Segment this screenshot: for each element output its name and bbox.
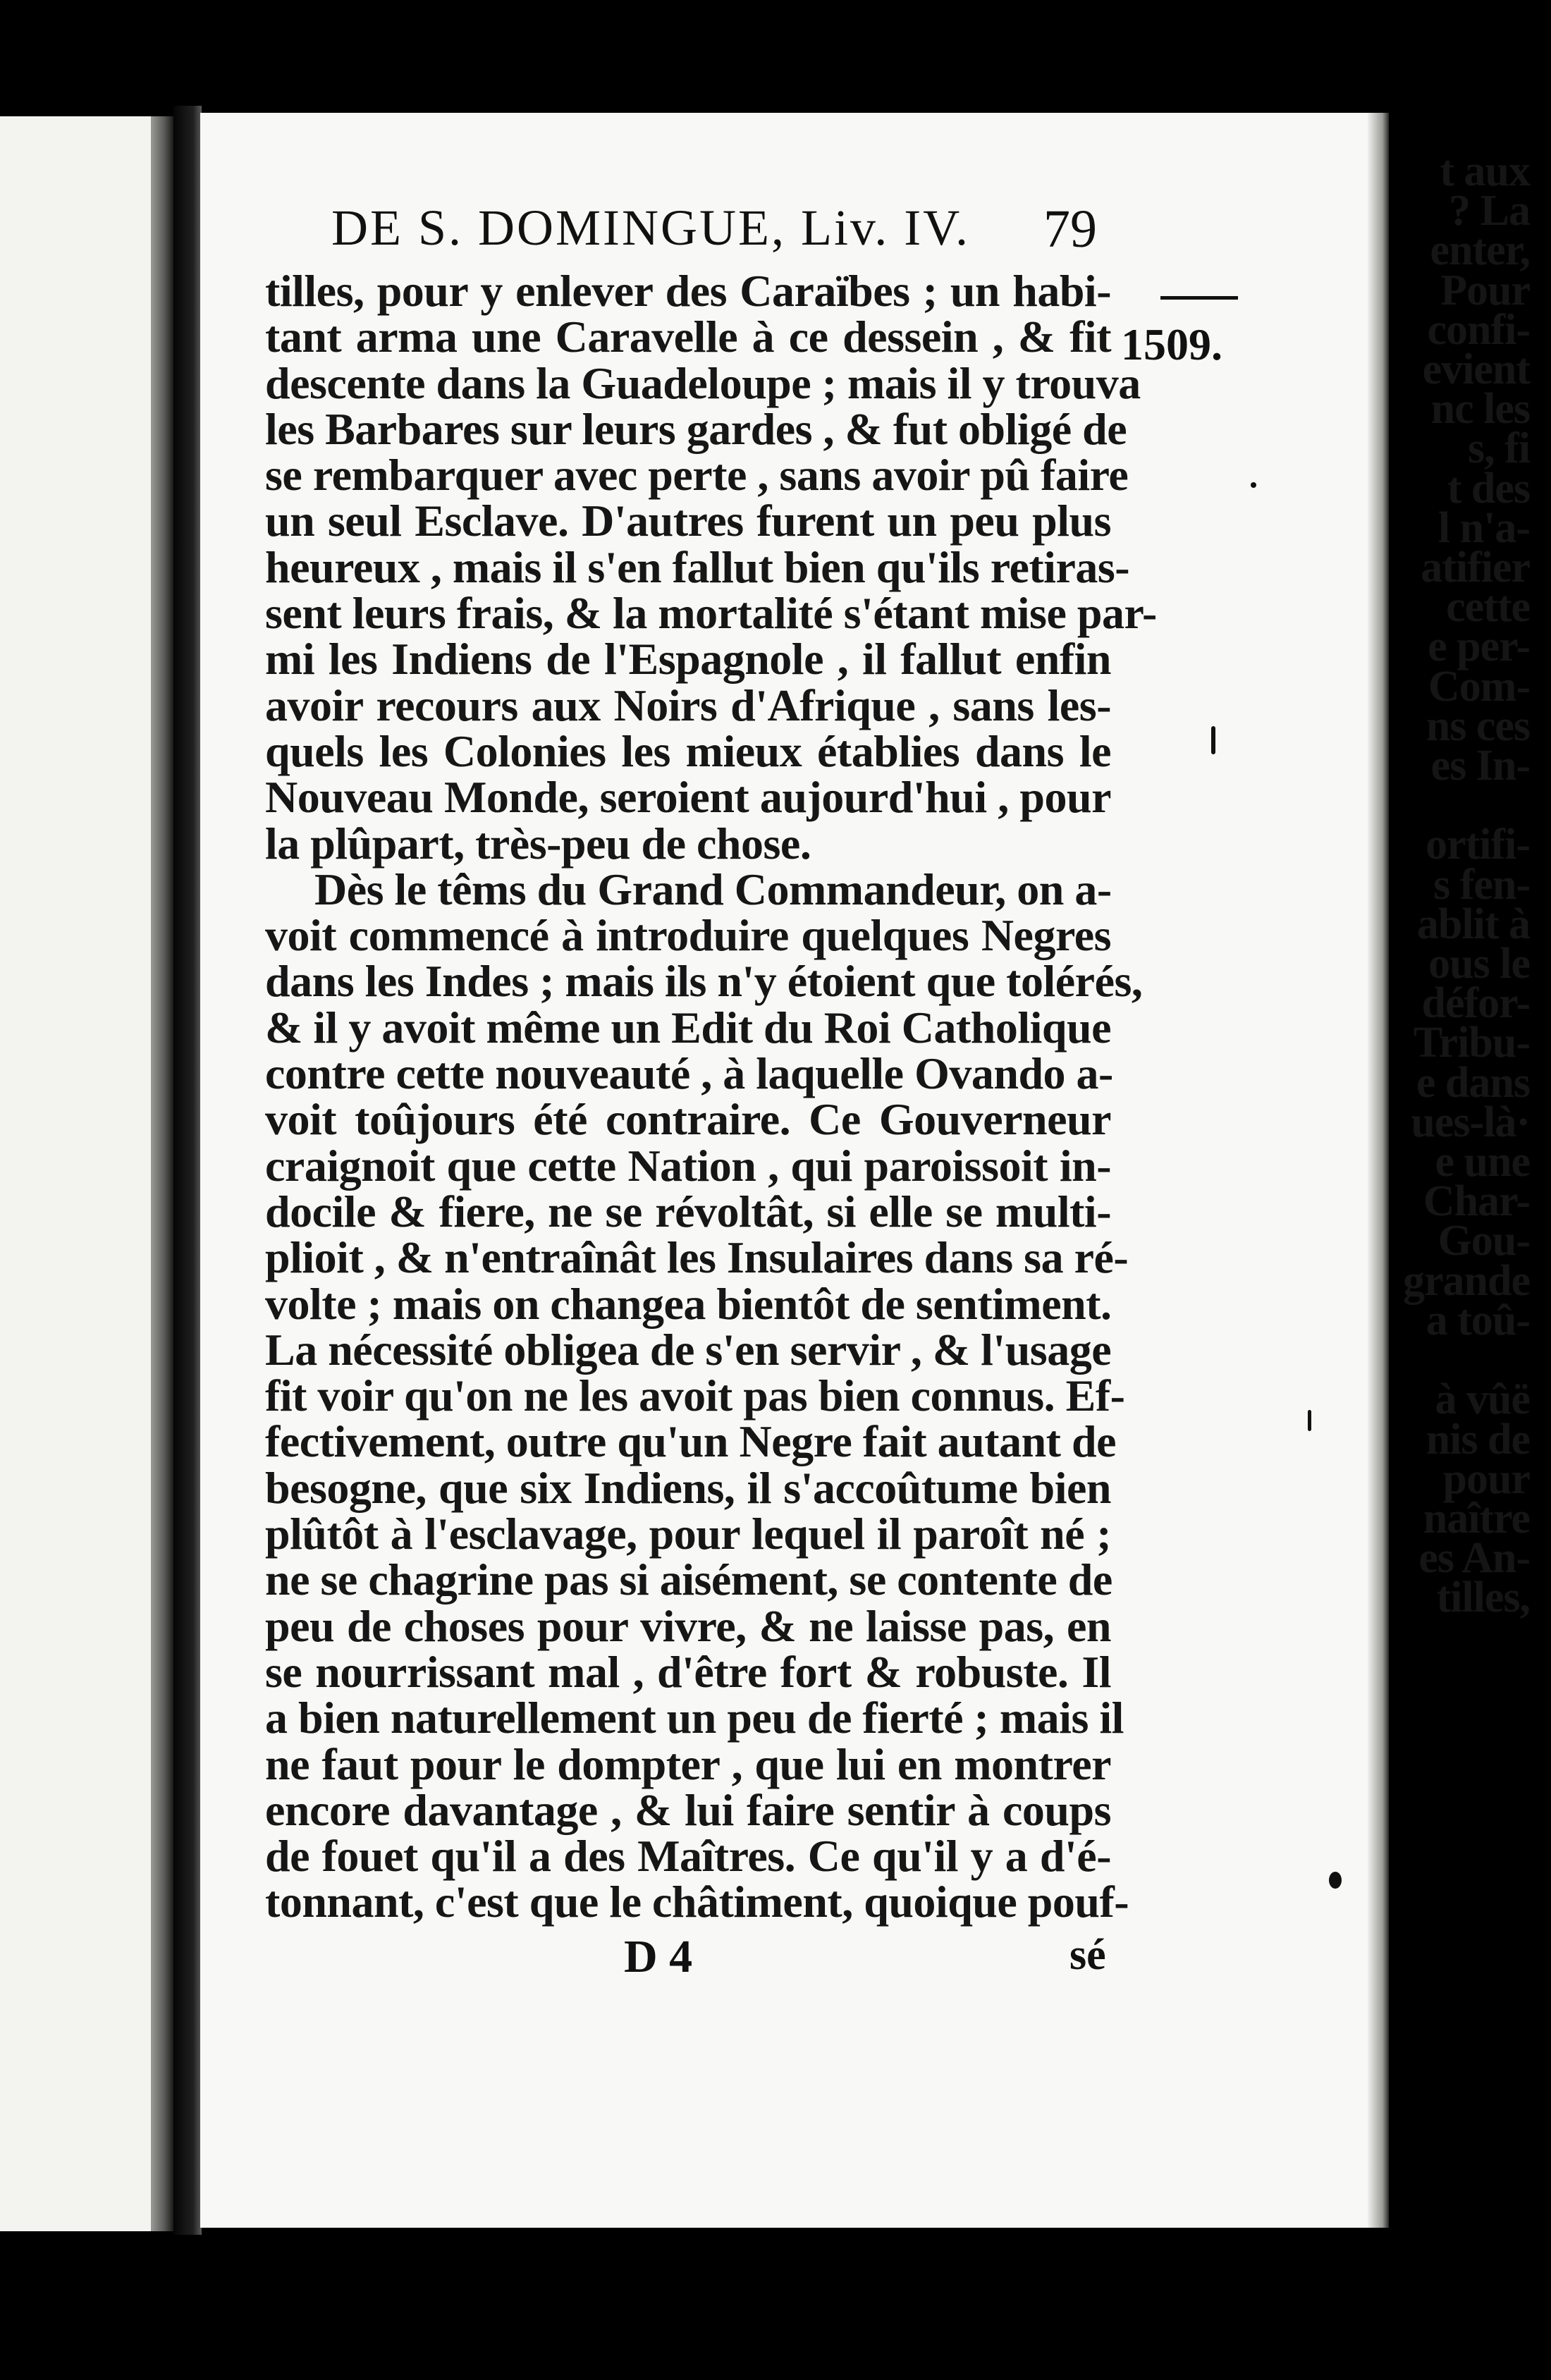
facing-page-line: es An- [1418, 1534, 1530, 1583]
margin-date: 1509. [1121, 319, 1222, 369]
text-line: tilles, pour y enlever des Caraïbes ; un habi- [265, 266, 1111, 316]
facing-page-line: Gou- [1437, 1217, 1530, 1265]
facing-page-line: s, fi [1468, 424, 1530, 473]
facing-page-line: s fen- [1433, 860, 1530, 909]
facing-page-line [1382, 785, 1530, 825]
page-edge-shadow [1368, 113, 1389, 2228]
text-line: avoir recours aux Noirs d'Afrique , sans les- [265, 680, 1111, 730]
text-line: contre cette nouveauté , à laquelle Ovando a- [265, 1048, 1113, 1099]
text-line: ne faut pour le dompter , que lui en montrer [265, 1738, 1111, 1789]
paragraph-end-line: la plûpart, très-peu de chose. [265, 818, 811, 869]
text-line: La nécessité obligea de s'en servir , & l'usage [265, 1324, 1112, 1375]
text-line: tonnant, c'est que le châtiment, quoique pouf- [265, 1877, 1129, 1927]
facing-page-line: nc les [1430, 385, 1530, 434]
facing-page-line: a toû- [1426, 1296, 1530, 1344]
text-line: & il y avoit même un Edit du Roi Catholique [265, 1002, 1111, 1053]
text-line: se rembarquer avec perte , sans avoir pû faire [265, 450, 1129, 501]
facing-page-line [1382, 1340, 1530, 1380]
facing-page-line: ortifi- [1426, 821, 1530, 869]
text-line: heureux , mais il s'en fallut bien qu'ils retiras- [265, 541, 1130, 592]
text-line: encore davantage , & lui faire sentir à coups [265, 1784, 1111, 1835]
text-line: quels les Colonies les mieux établies dans le [265, 725, 1111, 776]
page-header [331, 199, 1121, 262]
signature-mark: D 4 [624, 1931, 693, 1982]
facing-page-line: l n'a- [1437, 503, 1530, 552]
facing-page-line: Com- [1428, 662, 1530, 711]
facing-page-line: t aux [1440, 147, 1530, 195]
text-line: les Barbares sur leurs gardes , & fut obligé de [265, 403, 1127, 454]
facing-page-line: tilles, [1436, 1574, 1530, 1622]
facing-page-line: t des [1447, 464, 1530, 513]
text-line: voit commencé à introduire quelques Negres [265, 910, 1111, 961]
page-number: 79 [1043, 200, 1097, 259]
facing-page-line: Pour [1440, 266, 1530, 314]
text-line: fit voir qu'on ne les avoit pas bien connus. Ef- [265, 1370, 1125, 1421]
facing-page-line: naître [1423, 1494, 1530, 1542]
facing-page-line: Char- [1423, 1177, 1530, 1226]
text-line: besogne, que six Indiens, il s'accoûtume bien [265, 1462, 1111, 1513]
text-line: craignoit que cette Nation , qui paroissoit in- [265, 1140, 1111, 1191]
book-binding-gutter [173, 106, 202, 2235]
facing-page-line: défor- [1421, 979, 1530, 1028]
text-line: ne se chagrine pas si aisément, se contente de [265, 1554, 1112, 1605]
text-line: voit toûjours été contraire. Ce Gouverneur [265, 1094, 1111, 1145]
facing-page-line: ues-là· [1411, 1098, 1530, 1146]
facing-page-line: confi- [1427, 305, 1530, 354]
facing-page-line: ns ces [1426, 701, 1530, 750]
text-line: tant arma une Caravelle à ce dessein , & fit [265, 312, 1111, 362]
scan-speck [1308, 1410, 1311, 1431]
facing-page-line: ous le [1428, 940, 1530, 988]
facing-page-line: cette [1446, 583, 1530, 632]
text-line: Nouveau Monde, seroient aujourd'hui , pour [265, 772, 1111, 823]
text-line: descente dans la Guadeloupe ; mais il y trouva [265, 357, 1141, 408]
text-line: plûtôt à l'esclavage, pour lequel il paroît né ; [265, 1509, 1111, 1559]
facing-page-line: ablit à [1416, 900, 1530, 948]
facing-page-line: pour [1442, 1454, 1530, 1503]
facing-page-line: atifier [1421, 544, 1530, 592]
margin-rule [1160, 296, 1238, 300]
catchword: sé [1069, 1931, 1106, 1979]
facing-page-line: es In- [1430, 742, 1530, 790]
facing-page-line: e une [1435, 1138, 1530, 1186]
facing-page-line: e dans [1416, 1058, 1530, 1107]
facing-page-line: nis de [1426, 1415, 1530, 1464]
facing-page-line: enter, [1430, 226, 1530, 275]
facing-page-line: Tribu- [1413, 1019, 1530, 1067]
facing-page-text [1382, 147, 1530, 1622]
scan-speck [1251, 482, 1256, 488]
text-line: docile & fiere, ne se révoltât, si elle se multi- [265, 1186, 1111, 1237]
text-line: fectivement, outre qu'un Negre fait autant de [265, 1416, 1116, 1467]
paragraph-first-line: Dès le têms du Grand Commandeur, on a- [314, 864, 1112, 914]
text-line: se nourrissant mal , d'être fort & robuste. Il [265, 1646, 1111, 1697]
text-line: mi les Indiens de l'Espagnole , il fallut enfin [265, 634, 1111, 685]
facing-page-line: grande [1403, 1256, 1530, 1305]
facing-page-left [0, 116, 169, 2231]
text-line: dans les Indes ; mais ils n'y étoient que tolérés, [265, 956, 1143, 1007]
body-text [265, 266, 1157, 1927]
text-line: peu de choses pour vivre, & ne laisse pas, en [265, 1600, 1111, 1651]
facing-page-gutter-shadow [151, 116, 173, 2231]
scan-speck [1329, 1872, 1342, 1889]
text-line: volte ; mais on changea bientôt de sentiment. [265, 1278, 1112, 1329]
facing-page-line: e per- [1428, 622, 1530, 671]
text-line: un seul Esclave. D'autres furent un peu plus [265, 496, 1111, 546]
facing-page-line: evient [1422, 345, 1530, 394]
text-line: a bien naturellement un peu de fierté ; mais il [265, 1693, 1124, 1743]
running-head: DE S. DOMINGUE, Liv. IV. [331, 200, 970, 256]
text-line: de fouet qu'il a des Maîtres. Ce qu'il y a d'é- [265, 1831, 1111, 1882]
scan-speck [1211, 726, 1215, 754]
facing-page-line: ? La [1449, 187, 1530, 235]
facing-page-line: à vûë [1435, 1375, 1530, 1424]
text-line: plioit , & n'entraînât les Insulaires dans sa ré- [265, 1232, 1129, 1283]
text-line: sent leurs frais, & la mortalité s'étant mise par- [265, 588, 1157, 639]
